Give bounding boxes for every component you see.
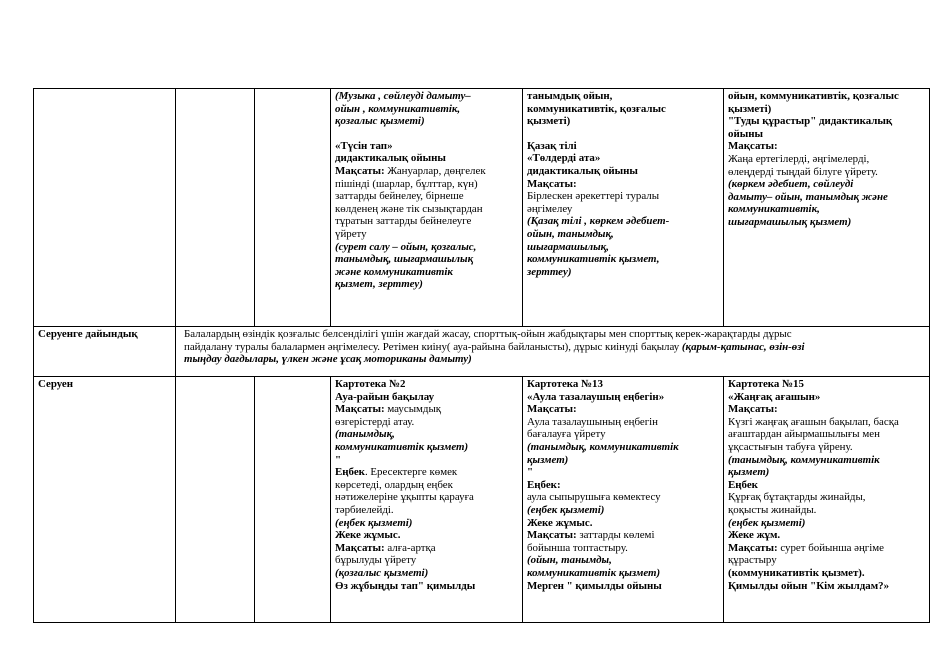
line-emphasis: «Аула тазалаушың еңбегін» [527, 390, 665, 403]
line-text: пішінді (шарлар, бұлттар, күн) [335, 177, 478, 190]
line-text: құрастыру [728, 554, 777, 567]
line-emphasis: Мақсаты: [728, 140, 778, 153]
cell-line [728, 128, 925, 141]
activity-row [34, 89, 930, 327]
cell-line [728, 103, 925, 116]
line-emphasis: (танымдық, коммуникативтік [728, 453, 880, 466]
cell-line [728, 517, 925, 530]
line-emphasis: танымдық, шығармашылық [335, 253, 474, 266]
walk-preparation-line-3: тыңдау дағдылары, үлкен және ұсақ моториканы дамыту) [184, 353, 472, 366]
line-emphasis: «Жаңғақ ағашын» [728, 390, 821, 403]
line-emphasis: ойын, танымдық, [527, 227, 614, 240]
line-emphasis: Еңбек [728, 478, 758, 491]
line-text: көлденең және тік сызықтардан [335, 202, 483, 215]
cell-line [728, 203, 925, 216]
cell-line [527, 378, 719, 391]
friday-cell [724, 377, 930, 623]
line-emphasis: " [335, 453, 342, 466]
cell-line [335, 529, 518, 542]
cell-line [335, 416, 518, 429]
cell-line [527, 215, 719, 228]
cell-line [335, 228, 518, 241]
cell-line [527, 228, 719, 241]
cell-line [728, 466, 925, 479]
wednesday-cell [331, 89, 523, 327]
line-emphasis: (сурет салу – ойын, қозғалыс, [335, 240, 477, 253]
line-emphasis: (Қазақ тілі , көркем әдебиет- [527, 215, 670, 228]
thursday-cell [523, 377, 724, 623]
cell-line [527, 115, 719, 128]
line-text: Жаңа ертегілерді, әңгімелерді, [728, 152, 870, 165]
cell-line [335, 278, 518, 291]
line-emphasis: және коммуникативтік [335, 265, 453, 278]
cell-line [527, 454, 719, 467]
line-emphasis: Еңбек [335, 466, 365, 479]
cell-line [335, 241, 518, 254]
row-label: Серуенге дайындық [38, 328, 138, 340]
row-label: Серуен [38, 378, 73, 390]
cell-line [335, 454, 518, 467]
line-emphasis: қызмет) [728, 466, 770, 479]
cell-line [728, 441, 925, 454]
line-text: қоқысты жинайды. [728, 503, 817, 516]
cell-line [728, 504, 925, 517]
line-emphasis: Жеке жұмыс. [527, 516, 593, 529]
line-text: тұратын заттарды бейнелеуге [335, 215, 472, 228]
line-emphasis: (танымдық, [335, 428, 395, 441]
cell-line [728, 166, 925, 179]
line-text: ұқсастығын табуға үйрену. [728, 440, 853, 453]
line-emphasis: Ауа-райын бақылау [335, 390, 435, 403]
line-emphasis: (көркем әдебиет, сөйлеуді [728, 178, 854, 191]
cell-line [527, 241, 719, 254]
line-emphasis: шығармашылық қызмет) [728, 215, 852, 228]
line-text: үйрету [335, 227, 367, 240]
line-emphasis: Жеке жұм. [728, 529, 781, 542]
line-text: сурет бойынша әңгіме [777, 541, 885, 554]
line-text: өлеңдерді тыңдай білуге үйрету. [728, 165, 878, 178]
line-text: Құрғақ бұтақтарды жинайды, [728, 491, 866, 504]
cell-line [527, 190, 719, 203]
line-emphasis: зерттеу) [527, 265, 572, 278]
cell-line [335, 491, 518, 504]
cell-line [527, 580, 719, 593]
cell-line [335, 215, 518, 228]
walk-preparation-text [176, 327, 930, 377]
walk-preparation-line-2: пайдалану туралы балалармен әңгімелесу. Ретімен киіну( ауа-райына байланысты), дұрыс киінуді бақылау [184, 340, 680, 353]
line-emphasis: Жеке жұмыс. [335, 529, 401, 542]
line-emphasis: қызмет, зерттеу) [335, 278, 423, 291]
line-emphasis: ойыны [728, 127, 764, 140]
line-emphasis: Мақсаты: [527, 529, 577, 542]
cell-line [527, 491, 719, 504]
line-emphasis: (танымдық, коммуникативтік [527, 440, 679, 453]
line-emphasis: қызметі) [728, 102, 772, 115]
line-text: көрсетеді, олардың еңбек [335, 478, 453, 491]
cell-line [527, 428, 719, 441]
line-emphasis: коммуникативтік қызмет, [527, 253, 660, 266]
cell-line [728, 542, 925, 555]
cell-line [728, 191, 925, 204]
line-text: Бірлескен әрекеттері туралы [527, 190, 660, 203]
line-text: Аула тазалаушының еңбегін [527, 415, 659, 428]
cell-line [335, 203, 518, 216]
line-emphasis: Мақсаты: [728, 541, 778, 554]
line-emphasis: танымдық ойын, [527, 90, 613, 102]
cell-line [527, 466, 719, 479]
line-emphasis: Өз жұбыңды тап" қимылды [335, 579, 476, 592]
line-emphasis: ойын , коммуникативтік, [335, 102, 461, 115]
cell-line [527, 90, 719, 103]
monday-cell [176, 89, 255, 327]
cell-line [728, 554, 925, 567]
cell-line [527, 403, 719, 416]
walk-row [34, 377, 930, 623]
cell-line [527, 567, 719, 580]
line-emphasis: Картотека №13 [527, 378, 603, 390]
line-emphasis: Мақсаты: [527, 403, 577, 416]
cell-line [527, 152, 719, 165]
line-emphasis: Мерген " қимылды ойыны [527, 579, 662, 592]
cell-line [335, 403, 518, 416]
cell-line [527, 253, 719, 266]
row-label-cell [34, 377, 176, 623]
cell-line [527, 140, 719, 153]
cell-line [335, 253, 518, 266]
line-emphasis: Мақсаты: [728, 403, 778, 416]
cell-line [728, 153, 925, 166]
cell-line [527, 416, 719, 429]
tuesday-cell [255, 377, 331, 623]
line-text: заттарды бейнелеу, бірнеше [335, 190, 464, 203]
monday-cell [176, 377, 255, 623]
cell-line [335, 266, 518, 279]
row-label-cell [34, 327, 176, 377]
cell-line [527, 529, 719, 542]
line-text: тәрбиелейді. [335, 503, 394, 516]
cell-line [527, 554, 719, 567]
line-emphasis: Мақсаты: [527, 177, 577, 190]
cell-line [527, 542, 719, 555]
tuesday-cell [255, 89, 331, 327]
cell-line [335, 128, 518, 140]
cell-line [728, 416, 925, 429]
friday-cell [724, 89, 930, 327]
cell-line [728, 491, 925, 504]
cell-line [527, 203, 719, 216]
plan-table [33, 88, 930, 623]
walk-preparation-line-1: Балалардың өзіндік қозғалыс белсенділігі үшін жағдай жасау, спорттық-ойын жабдықтары мен спорттық керек-жарақтарды дұрыс [184, 328, 792, 340]
line-text: өзгерістерді атау. [335, 415, 415, 428]
cell-line [335, 178, 518, 191]
cell-line [728, 178, 925, 191]
line-text: алға-артқа [384, 541, 436, 554]
cell-line [527, 441, 719, 454]
cell-line [335, 567, 518, 580]
line-emphasis: коммуникативтік қызмет) [335, 440, 469, 453]
cell-line [335, 479, 518, 492]
line-text: Күзгі жаңғақ ағашын бақылап, басқа [728, 415, 899, 428]
walk-preparation-line-2-emphasis: (қарым-қатынас, өзін-өзі [679, 340, 805, 353]
line-emphasis: қызметі) [527, 115, 571, 128]
line-text: заттарды көлемі [576, 529, 655, 542]
cell-line [728, 567, 925, 580]
cell-line [728, 115, 925, 128]
line-emphasis: (ойын, танымды, [527, 554, 612, 567]
cell-line [335, 517, 518, 530]
wednesday-cell [331, 377, 523, 623]
cell-line [728, 580, 925, 593]
walk-preparation-row [34, 327, 930, 377]
cell-line [527, 103, 719, 116]
cell-line [335, 554, 518, 567]
line-emphasis: "Туды құрастыр" дидактикалық [728, 115, 893, 128]
line-text: бойынша топтастыру. [527, 541, 628, 554]
line-emphasis: Қимылды ойын "Кім жылдам?» [728, 579, 890, 592]
cell-line [335, 391, 518, 404]
cell-line [527, 504, 719, 517]
cell-line [527, 128, 719, 140]
line-text: маусымдық [384, 403, 442, 416]
cell-line [728, 479, 925, 492]
line-emphasis: Мақсаты: [335, 164, 385, 177]
cell-line [728, 403, 925, 416]
cell-line [335, 140, 518, 153]
line-emphasis: Картотека №15 [728, 378, 804, 390]
line-emphasis: «Төлдерді ата» [527, 152, 601, 165]
line-emphasis: Мақсаты: [335, 403, 385, 416]
cell-line [335, 190, 518, 203]
line-emphasis: коммуникативтік, [728, 203, 820, 216]
line-emphasis: шығармашылық, [527, 240, 609, 253]
cell-line [728, 454, 925, 467]
line-emphasis: Мақсаты: [335, 541, 385, 554]
cell-line [728, 529, 925, 542]
cell-line [527, 266, 719, 279]
cell-line [527, 178, 719, 191]
cell-line [728, 140, 925, 153]
cell-line [728, 90, 925, 103]
line-text: . Ересектерге көмек [364, 466, 458, 479]
line-text: нәтижелеріне ұқыпты қарауға [335, 491, 474, 504]
thursday-cell [523, 89, 724, 327]
cell-line [728, 216, 925, 229]
cell-line [335, 466, 518, 479]
line-emphasis: коммуникативтік қызмет) [527, 566, 661, 579]
line-text: аула сыпырушыға көмектесу [527, 491, 661, 504]
cell-line [527, 479, 719, 492]
line-emphasis: дидактикалық ойыны [527, 164, 638, 177]
line-emphasis: (еңбек қызметі) [527, 503, 605, 516]
cell-line [527, 391, 719, 404]
line-emphasis: Еңбек: [527, 478, 561, 491]
line-emphasis: қызмет) [527, 453, 569, 466]
cell-line [527, 165, 719, 178]
line-emphasis: (Музыка , сөйлеуді дамыту– [335, 90, 471, 102]
cell-line [335, 90, 518, 103]
cell-line [335, 441, 518, 454]
line-text: бағалауға үйрету [527, 428, 606, 441]
line-text: ағаштардан айырмашылығы мен [728, 428, 880, 441]
cell-line [335, 428, 518, 441]
line-text: Жануарлар, дөңгелек [384, 164, 486, 177]
line-emphasis: дидактикалық ойыны [335, 152, 446, 165]
line-text: бұрылуды үйрету [335, 554, 417, 567]
line-emphasis: " [527, 466, 534, 479]
cell-line [728, 391, 925, 404]
line-emphasis: (еңбек қызметі) [335, 516, 413, 529]
cell-line [527, 517, 719, 530]
line-emphasis: (қозғалыс қызметі) [335, 566, 429, 579]
line-text: әңгімелеу [527, 202, 573, 215]
line-emphasis: «Түсін тап» [335, 139, 393, 152]
cell-line [728, 428, 925, 441]
line-emphasis: коммуникативтік, қозғалыс [527, 102, 666, 115]
cell-line [335, 165, 518, 178]
line-emphasis: (еңбек қызметі) [728, 516, 806, 529]
cell-line [335, 152, 518, 165]
cell-line [335, 504, 518, 517]
cell-line [335, 378, 518, 391]
cell-line [335, 115, 518, 128]
line-emphasis: дамыту– ойын, танымдық және [728, 190, 888, 203]
cell-line [335, 580, 518, 593]
line-emphasis: Қазақ тілі [527, 139, 577, 152]
cell-line [728, 378, 925, 391]
line-emphasis: Картотека №2 [335, 378, 406, 390]
cell-line [335, 103, 518, 116]
line-emphasis: ойын, коммуникативтік, қозғалыс [728, 90, 899, 102]
row-label-cell [34, 89, 176, 327]
line-emphasis: қозғалыс қызметі) [335, 115, 425, 128]
cell-line [335, 542, 518, 555]
line-emphasis: (коммуникативтік қызмет). [728, 566, 865, 579]
